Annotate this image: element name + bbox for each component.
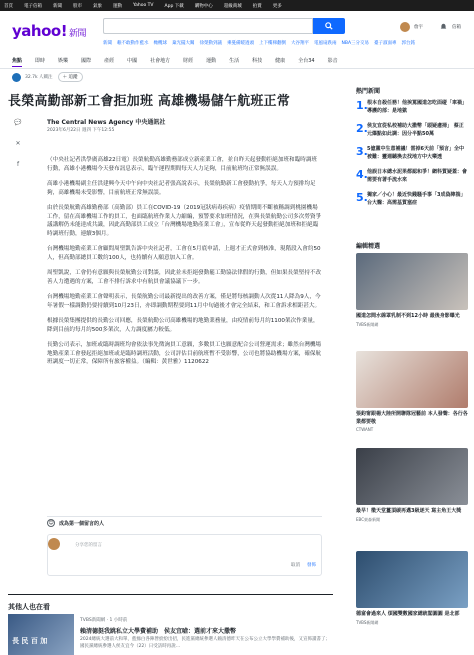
article-paragraph: （中央社記者洪學廣高雄22日電）長榮航勤高雄勤務部成立新產業工會，並自昨天起發動拒絕加班和臨時調班行動，高雄小港機場今天發布訊息表示，臨午運程期間每天人力足夠，目前航班均正常無誤誤。	[47, 157, 318, 172]
article-paragraph: 長勤公司表示，加班或臨時調班均會依法事先徵詢員工意願，多數員工也願意配合公司營運需求；雖然台灣機場地勤產業工會發起拒絕加班或是臨時調班活動，公司評估目前航班暫不受影響，公司也將協助機場方案，確保航班調度一切正常，保障所有旅客權益。（編輯：黃世雅）1120622	[47, 341, 322, 366]
hot-news-list	[356, 100, 468, 215]
nav-tab[interactable]: 中國	[127, 58, 138, 64]
trending-link[interactable]: 賴不敢動作藍水	[117, 41, 149, 46]
comment-input[interactable]: 分享您的留言	[75, 543, 102, 548]
hot-news-item[interactable]	[356, 192, 468, 207]
reaction-prompt	[47, 519, 104, 527]
article-paragraph: 台灣機場地勤產業工會聲明表示，長榮航勤公司最新提出的改善方案，僅是將每核調動人次從11人降為9人，今年暑假一樣調動仍要持續到10月23日，亦即調動期程要到11月中旬過後才會完全結束，和工會訴求相距甚大。	[47, 294, 321, 309]
nav-tab[interactable]: 焦點	[12, 57, 22, 67]
logo-text: yahoo!	[12, 22, 68, 40]
send-button[interactable]: 發佈	[307, 563, 316, 568]
editor-pick-source: TVBS新聞網	[356, 321, 379, 327]
facebook-icon[interactable]: f	[16, 160, 20, 168]
article-paragraph: 高雄小港機場副主任洪建興今天中午向中央社記者張高說表示，長榮航勤新工會發動抗爭，每天人力預排均足夠，高雄機場未受影響，目前航班正常無誤誤。	[47, 180, 316, 196]
nav-tab[interactable]: 影音	[327, 58, 338, 64]
hot-news-item[interactable]	[356, 100, 468, 115]
trending-link[interactable]: 乘憂備暖過頭	[227, 41, 254, 46]
others-divider	[8, 594, 333, 595]
others-title[interactable]: 賴清德挺我跳私立大學費補助 侯友宜嗆：選前才來大撒幣	[80, 628, 237, 635]
trending-bar	[103, 40, 420, 46]
search-icon	[325, 22, 333, 30]
smile-icon: ☺	[48, 520, 54, 526]
trending-link[interactable]: 郭台銘	[401, 41, 416, 46]
nav-tab[interactable]: 國際	[81, 58, 92, 64]
reaction-label: 成為第一個留言的人	[59, 520, 105, 527]
comment-icon[interactable]: 💬	[14, 118, 22, 126]
yahoo-logo[interactable]	[12, 22, 86, 40]
topbar-item[interactable]: App 下載	[164, 3, 184, 9]
topbar-item[interactable]: 購物中心	[194, 3, 213, 9]
cna-logo-icon[interactable]	[12, 73, 21, 82]
cancel-button[interactable]: 取消	[291, 563, 300, 568]
nav-tab[interactable]: 產經	[104, 58, 115, 64]
editor-pick-card[interactable]	[356, 253, 468, 328]
article-paragraph: 周聖凱說，工會仍有意願與長榮航勤公司對談，因此並未拒絕發動罷工勤協法律假的行動，但如果長榮堅持不改善人力遭遇的方案，工會不排行訴求中有航員會議協議下一步。	[47, 270, 322, 285]
article-title: 長榮高勤部新工會拒加班 高雄機場儲午航班正常	[8, 94, 290, 109]
follower-count: 32.7k 人關注	[25, 75, 53, 80]
follow-button[interactable]: ＋ 追蹤	[58, 72, 83, 82]
search-input[interactable]	[103, 18, 313, 34]
hot-news-rank: 5.	[356, 191, 368, 204]
article-paragraph: 由於長榮航勤高雄勤務部（高勤部）員工在COVID-19（2019冠狀病毒疾病）疫情期間不斷被稱調到桃園機場工作，留在高雄機場工作的員工，也面臨航班作業人力縮編，預警要求加班情況，在與長榮航勤公司多次勞資爭議講解仍未能達成共識，因此高勤部員工成立「台灣機場地勤產業工會」，宣布從昨天起發動拒絕加班和拒絕臨時調班行動，連續3個月。	[47, 204, 322, 238]
topbar-item[interactable]: Yahoo TV	[133, 3, 154, 8]
hot-news-title: 侯友宜從私校補助大撒幣「頭疑慮掃」 蔡正元爆點如此調：因分半點50萬	[367, 123, 464, 137]
search-button[interactable]	[313, 18, 345, 34]
trending-link[interactable]: 棄光擺大關	[172, 41, 195, 46]
category-nav	[12, 57, 452, 67]
topbar-item[interactable]: 拍賣	[252, 3, 262, 9]
hot-news-title: 5億黨中生意補議！雷掉6天前「預言」全中 被難：靈週聽換去找地方中大樂透	[367, 146, 464, 160]
user-name[interactable]: 詹宇	[414, 25, 423, 30]
trending-link[interactable]: 橄欖球	[153, 41, 167, 46]
hot-news-item[interactable]	[356, 169, 468, 184]
mail-link[interactable]: 信箱	[452, 25, 461, 30]
trending-link[interactable]: 臺子淑面專	[374, 41, 397, 46]
nav-divider	[0, 68, 474, 69]
trending-link[interactable]: 新聞	[103, 41, 112, 46]
editor-pick-card[interactable]	[356, 448, 468, 523]
comment-actions	[284, 562, 316, 568]
editor-pick-image[interactable]	[356, 253, 468, 310]
editor-pick-source: TVBS新聞網	[356, 619, 379, 625]
user-avatar[interactable]	[400, 22, 410, 32]
hot-news-item[interactable]	[356, 123, 468, 138]
nav-tab[interactable]: 娛樂	[58, 58, 69, 64]
editor-pick-title[interactable]: 最早！徵天堂薑頂碳再邁3級逐天 寫主角王大獎	[356, 508, 462, 514]
nav-tab[interactable]: 全台34	[298, 58, 315, 64]
trending-link[interactable]: 電風扇跌兩	[314, 41, 337, 46]
nav-tab[interactable]: 社會地方	[150, 58, 171, 64]
editor-picks-heading: 編輯精選	[356, 243, 381, 250]
article-paragraph: 根據長榮集團提供的長勤公司回應，長榮航勤公司高雄機場的地勤業務量，由疫情前每月約1100架次作業量，降到目前約每月約500多架次，人力調度屬力較低。	[47, 317, 319, 333]
editor-pick-image[interactable]	[356, 351, 468, 408]
others-summary: 2024總統大選前大和單，藍綠白各陣營紛紛出招，民進黨總統參選人賴清德昨天在公布公立大學學費補助後，又宣佈讀書了；國民黨總統參選人侯友宜今（22）日受訪時再說…	[80, 637, 330, 649]
share-bar	[14, 118, 24, 181]
hot-news-rank: 4.	[356, 168, 368, 181]
body-divider	[47, 516, 322, 517]
hot-news-rank: 3.	[356, 145, 368, 158]
top-bar	[0, 0, 474, 11]
trending-link[interactable]: 上下樓梯翻倒	[259, 41, 286, 46]
article-byline[interactable]: The Central News Agency 中央通訊社	[47, 119, 166, 126]
nav-tab[interactable]: 生活	[229, 58, 240, 64]
trending-link[interactable]: 大谷翔平	[291, 41, 309, 46]
topbar-item[interactable]: 超級商城	[223, 3, 242, 9]
logo-sub: 新聞	[69, 29, 87, 39]
editor-pick-card[interactable]	[356, 551, 468, 626]
article-date: 2023年6月22日 週四 下午12:55	[47, 128, 115, 133]
trending-link[interactable]: 徐榮動到議	[199, 41, 222, 46]
nav-tab[interactable]: 運動	[206, 58, 217, 64]
comment-box[interactable]	[47, 534, 322, 576]
hot-news-title: 獨家／小心！最近快錢騷手事「3成偽陣揣」 台大醫：高需基質塞症	[367, 192, 466, 206]
comment-avatar	[48, 538, 60, 550]
nav-tab[interactable]: 財經	[183, 58, 194, 64]
nav-tab[interactable]: 健康	[275, 58, 286, 64]
editor-pick-title[interactable]: 張鈞甯跟楊大陸所開聯隊冠藝前 本人發聲：各行各業都要敬	[356, 411, 468, 425]
editor-pick-title[interactable]: 國道怎間水線罩乳制不到12小時 最後身影曝光	[356, 313, 460, 319]
nav-tab[interactable]: 科技	[252, 58, 263, 64]
editor-pick-title[interactable]: 德富會過來人 煩國雙數國家總統閣圓圓 是北部	[356, 611, 460, 617]
editor-pick-source: EBC東森新聞	[356, 516, 380, 522]
hot-news-rank: 1.	[356, 99, 368, 112]
bell-icon[interactable]	[440, 23, 447, 30]
others-heading: 其他人也在看	[8, 603, 50, 611]
editor-pick-source: CTWANT	[356, 427, 374, 432]
topbar-item[interactable]: 氣象	[93, 3, 102, 9]
x-share-icon[interactable]: ✕	[15, 139, 21, 147]
hot-news-title: 根本自殺任務！他挨罵國道怎吃面碰「車禍」導護的部：是地獄	[367, 100, 468, 114]
trending-link[interactable]: NBA三分交易	[341, 41, 370, 46]
editor-pick-image[interactable]	[356, 551, 468, 608]
topbar-item[interactable]: 首頁	[4, 3, 13, 9]
topbar-item[interactable]: 運動	[113, 3, 122, 9]
hot-news-title: 他誤日本總水泥果都認和爭！網科質疑蓋：會需要有著手流水來	[367, 169, 468, 183]
hot-news-heading: 熱門新聞	[356, 88, 381, 95]
topbar-item[interactable]: 更多	[272, 3, 282, 9]
topbar-item[interactable]: 電子信箱	[24, 3, 42, 9]
editor-pick-image[interactable]	[356, 448, 468, 505]
article-paragraph: 台灣機場地勤產業工會顧問周聖凱告訴中央社記者，工會在5月底申請，上週才正式會到核准，現階段入會約50人，但高勤部總員工數約100人，也持續有人願意加入工會。	[47, 246, 321, 262]
topbar-item[interactable]: 新聞	[53, 3, 62, 9]
others-thumbnail[interactable]	[8, 614, 74, 655]
hot-news-item[interactable]	[356, 146, 468, 161]
editor-pick-card[interactable]	[356, 351, 468, 432]
others-source: TVBS新聞網 · 1 小時前	[80, 618, 128, 623]
thumbnail-text: 長 民 百 加	[12, 637, 48, 645]
article-body	[47, 156, 322, 374]
topbar-item[interactable]: 股市	[73, 3, 82, 9]
hot-news-rank: 2.	[356, 122, 368, 135]
source-row	[12, 72, 83, 82]
nav-tab[interactable]: 即時	[35, 58, 46, 64]
